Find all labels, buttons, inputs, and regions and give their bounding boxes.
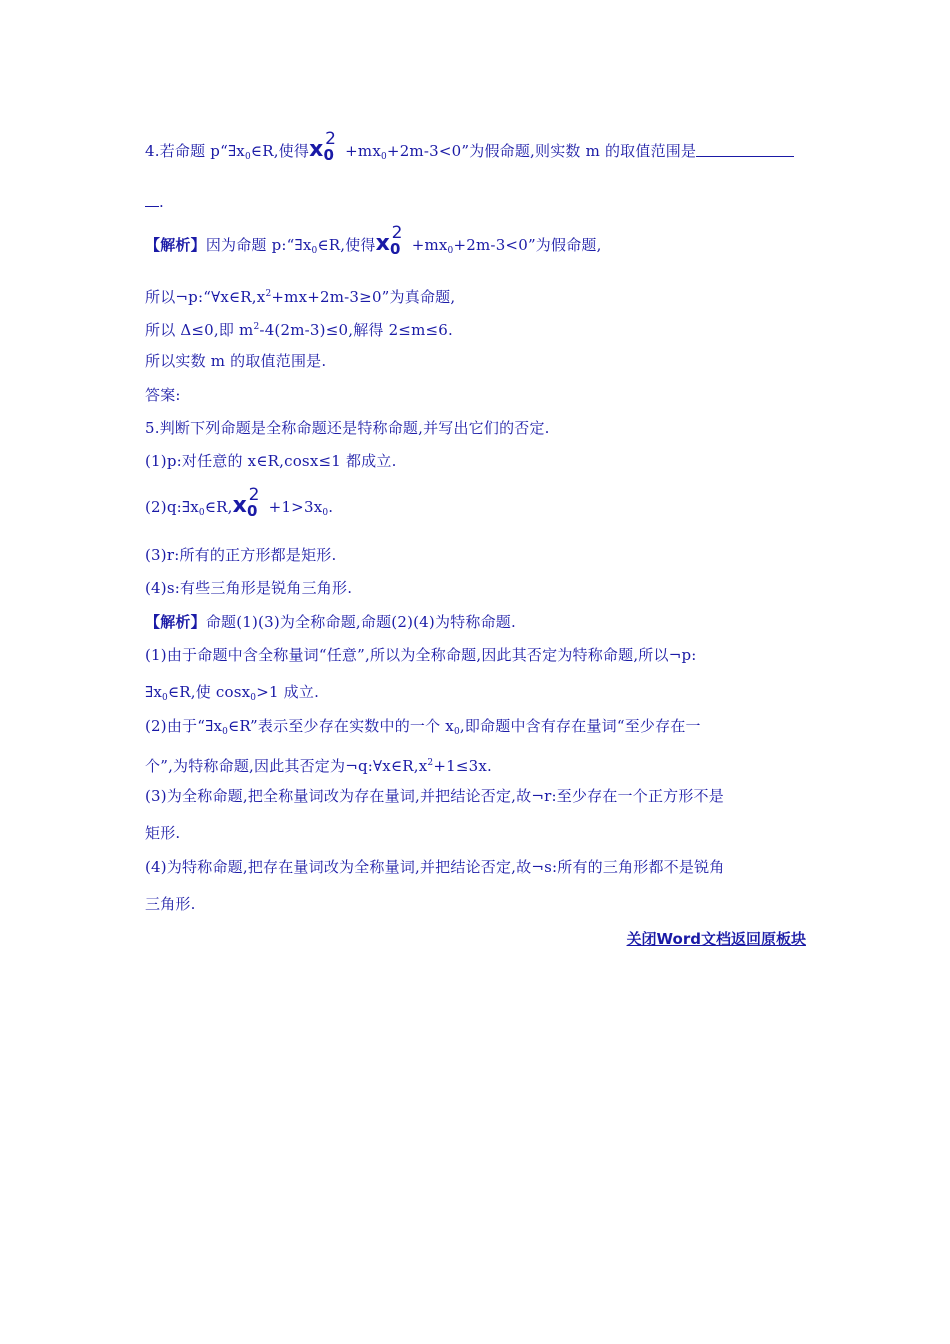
solution-4-line-2: 所以$\neg p:“\forall x\in R,x^2+mx+2m-3\ge 0$”为真命题, bbox=[145, 288, 456, 306]
question-5-part-3: (3)r:所有的正方形都是矩形. bbox=[145, 546, 337, 564]
x0-squared-formula: $x0^2$ bbox=[232, 485, 260, 520]
solution-4-line-1: 【解析】因为命题 $p:“\exists x_0\in R$,使得$x0^2+mx_0+2m-3<0$”为假命题, bbox=[145, 223, 602, 258]
question-4-continued: . bbox=[145, 192, 164, 212]
question-5-part-4: (4)s:有些三角形是锐角三角形. bbox=[145, 579, 353, 597]
solution-5-part-2-line-2: 个”,为特称命题,因此其否定为$\neg q:\forall x\in R,x^2+1\le 3x$. bbox=[145, 757, 492, 775]
close-word-document-link[interactable]: 关闭Word文档返回原板块 bbox=[626, 930, 806, 948]
q4-text-prefix: 4.若命题 p“∃x bbox=[145, 142, 245, 160]
solution-5-part-3-line-1: (3)为全称命题,把全称量词改为存在量词,并把结论否定,故¬r:至少存在一个正方形不是 bbox=[145, 787, 724, 805]
solution-tag: 【解析】 bbox=[145, 236, 206, 254]
x0-squared-formula: $x0^2$ bbox=[375, 223, 403, 258]
solution-5-part-1-line-2: $\exists x_0\in R$,使 cosx$_0$>1 成立. bbox=[145, 683, 320, 703]
solution-4-line-3: 所以 Δ≤0,即 $m^2-4(2m-3)\le 0$,解得 2≤m≤6. bbox=[145, 321, 453, 339]
question-5-part-1: (1)p:对任意的 x∈R,cosx≤1 都成立. bbox=[145, 452, 397, 470]
x0-squared-formula: $x0^2$ bbox=[309, 129, 337, 164]
question-5-title: 5.判断下列命题是全称命题还是特称命题,并写出它们的否定. bbox=[145, 419, 550, 437]
answer-label: 答案: bbox=[145, 386, 181, 404]
solution-5-part-3-line-2: 矩形. bbox=[145, 824, 181, 842]
solution-tag: 【解析】 bbox=[145, 613, 206, 631]
question-4: 4.若命题 $p“\exists x_0\in R$,使得$x0^2+mx_0+2m-3<0$”为假命题,则实数 m 的取值范围是 bbox=[145, 140, 794, 167]
subscript: 0 bbox=[244, 152, 251, 162]
question-5-part-2: $(2)q:\exists x_0\in R,x0^2+1>3x_0$. bbox=[145, 485, 334, 520]
q4-text: ∈R,使得 bbox=[250, 142, 310, 160]
q4-text: +mx bbox=[345, 142, 381, 160]
answer-blank bbox=[145, 196, 159, 207]
solution-4-line-4: 所以实数 m 的取值范围是. bbox=[145, 352, 327, 370]
q4-text: +2m-3<0”为假命题,则实数 m 的取值范围是 bbox=[386, 142, 697, 160]
answer-blank bbox=[696, 142, 794, 157]
solution-5-part-2-line-1: (2)由于“$\exists x_0\in R$”表示至少存在实数中的一个 $x_0$,即命题中含有存在量词“至少存在一 bbox=[145, 717, 701, 737]
solution-5-part-4-line-1: (4)为特称命题,把存在量词改为全称量词,并把结论否定,故¬s:所有的三角形都不是锐角 bbox=[145, 858, 725, 876]
solution-5-part-4-line-2: 三角形. bbox=[145, 895, 196, 913]
solution-5-intro: 【解析】命题(1)(3)为全称命题,命题(2)(4)为特称命题. bbox=[145, 613, 516, 631]
solution-5-part-1-line-1: (1)由于命题中含全称量词“任意”,所以为全称命题,因此其否定为特称命题,所以¬p: bbox=[145, 646, 697, 664]
